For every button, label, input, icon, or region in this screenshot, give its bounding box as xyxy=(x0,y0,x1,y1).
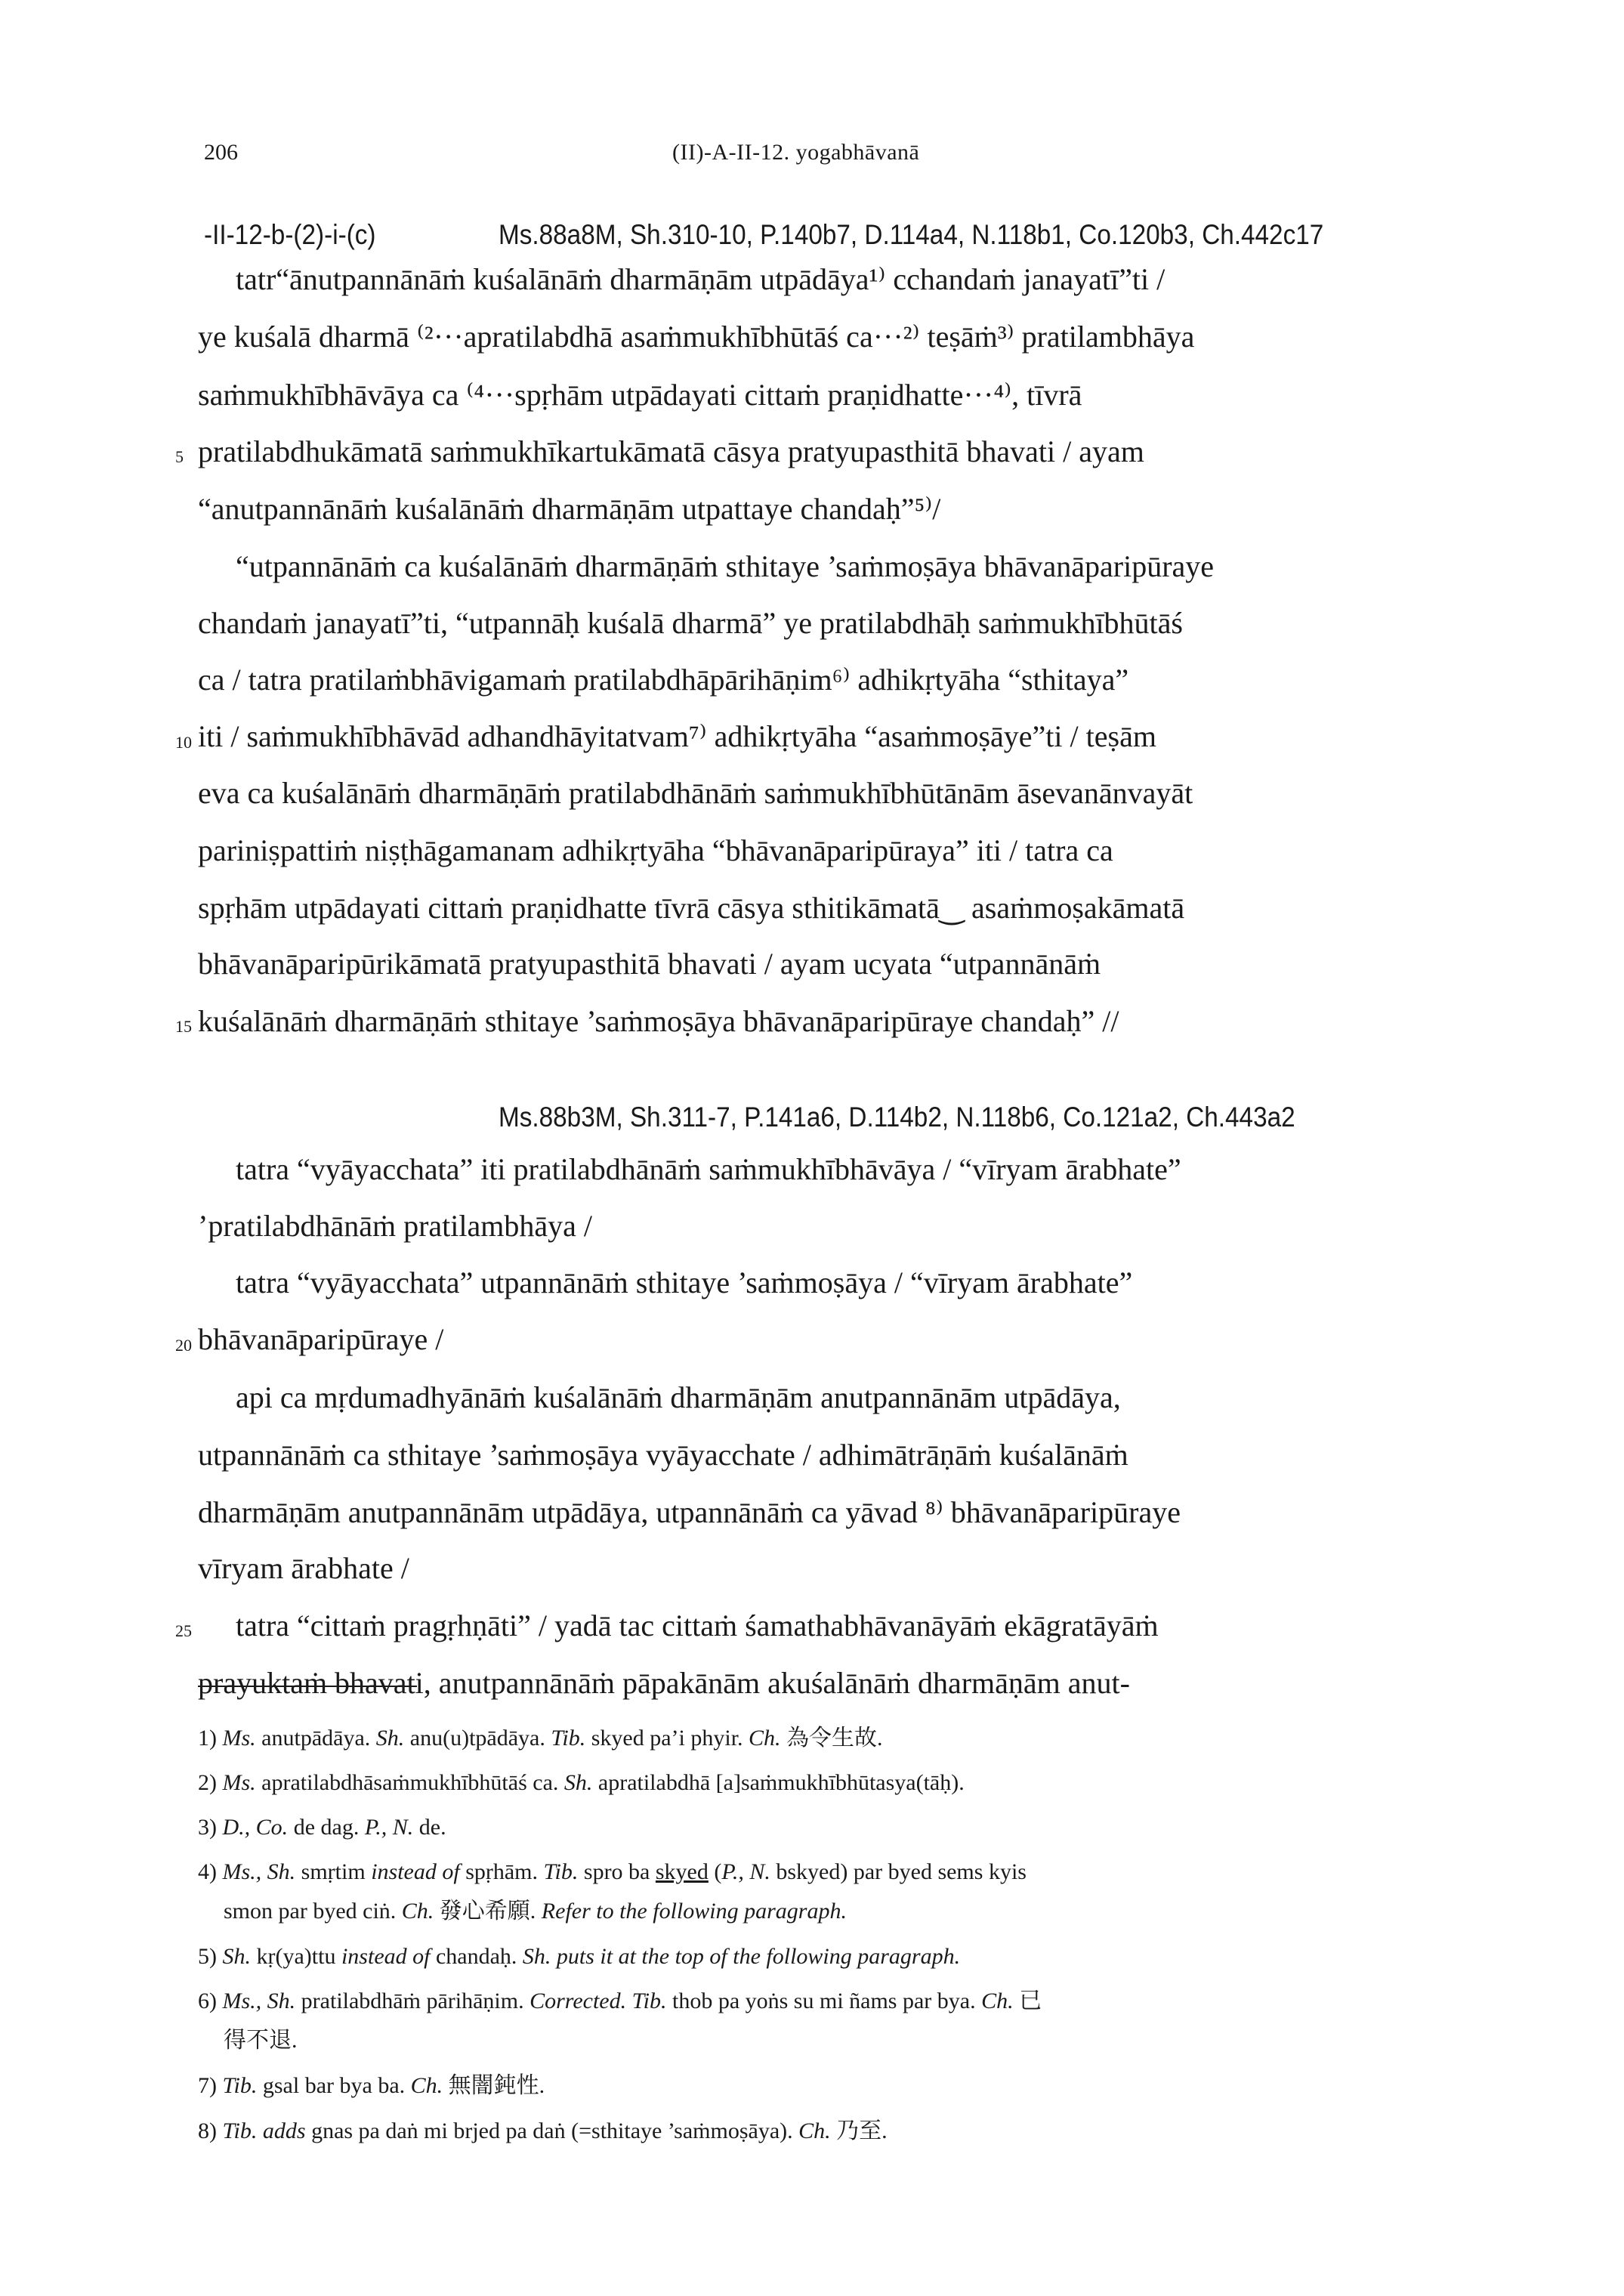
text-line: “utpannānāṁ ca kuśalānāṁ dharmāṇāṁ sthitaye ’saṁmoṣāya bhāvanāparipūraye xyxy=(236,549,1215,583)
page-header xyxy=(204,140,1443,178)
text-line: pariniṣpattiṁ niṣṭhāgamanam adhikṛtyāha “bhāvanāparipūraya” iti / tatra ca xyxy=(198,833,1113,867)
manuscript-reference: Ms.88b3M, Sh.311-7, P.141a6, D.114b2, N.118b6, Co.121a2, Ch.443a2 xyxy=(499,1102,1295,1133)
footnote-1: 1) Ms. anutpādāya. Sh. anu(u)tpādāya. Tib. skyed pa’i phyir. Ch. 為令生故. xyxy=(198,1726,883,1751)
line-number: 25 xyxy=(175,1621,192,1640)
footnote-4-continued: smon par byed ciṅ. Ch. 發心希願. Refer to the following paragraph. xyxy=(224,1899,847,1924)
manuscript-reference: Ms.88a8M, Sh.310-10, P.140b7, D.114a4, N.118b1, Co.120b3, Ch.442c17 xyxy=(499,219,1324,250)
text-line: pratilabdhukāmatā saṁmukhīkartukāmatā cāsya pratyupasthitā bhavati / ayam xyxy=(198,434,1144,468)
footnote-3: 3) D., Co. de dag. P., N. de. xyxy=(198,1815,446,1840)
footnote-2: 2) Ms. apratilabdhāsaṁmukhībhūtāś ca. Sh. apratilabdhā [a]saṁmukhībhūtasya(tāḥ). xyxy=(198,1770,965,1795)
footnote-rule xyxy=(198,1686,417,1687)
page-number: 206 xyxy=(204,140,238,165)
line-number: 5 xyxy=(175,447,184,466)
footnote-5: 5) Sh. kṛ(ya)ttu instead of chandaḥ. Sh. puts it at the top of the following paragraph. xyxy=(198,1944,961,1969)
text-line: tatra “vyāyacchata” iti pratilabdhānāṁ saṁmukhībhāvāya / “vīryam ārabhate” xyxy=(236,1152,1181,1186)
text-line: iti / saṁmukhībhāvād adhandhāyitatvam⁷⁾ adhikṛtyāha “asaṁmoṣāye”ti / teṣām xyxy=(198,719,1156,753)
text-line: bhāvanāparipūraye / xyxy=(198,1322,444,1356)
text-line: vīryam ārabhate / xyxy=(198,1551,409,1585)
footnote-7: 7) Tib. gsal bar bya ba. Ch. 無闇鈍性. xyxy=(198,2073,545,2098)
text-line: bhāvanāparipūrikāmatā pratyupasthitā bhavati / ayam ucyata “utpannānāṁ xyxy=(198,947,1101,981)
text-line: ca / tatra pratilaṁbhāvigamaṁ pratilabdhāpārihāṇim⁶⁾ adhikṛtyāha “sthitaya” xyxy=(198,663,1129,697)
text-line: ’pratilabdhānāṁ pratilambhāya / xyxy=(198,1209,593,1243)
text-line: ye kuśalā dharmā ⁽²···apratilabdhā asaṁmukhībhūtāś ca···²⁾ teṣāṁ³⁾ pratilambhāya xyxy=(198,320,1195,354)
footnote-6: 6) Ms., Sh. pratilabdhāṁ pārihāṇim. Corrected. Tib. thob pa yoṅs su mi ñams par bya. Ch. 已 xyxy=(198,1989,1042,2013)
text-line: utpannānāṁ ca sthitaye ’saṁmoṣāya vyāyacchate / adhimātrāṇāṁ kuśalānāṁ xyxy=(198,1438,1128,1472)
text-line: saṁmukhībhāvāya ca ⁽⁴···spṛhām utpādayati cittaṁ praṇidhatte···⁴⁾, tīvrā xyxy=(198,378,1082,412)
footnote-8: 8) Tib. adds gnas pa daṅ mi brjed pa daṅ (=sthitaye ’saṁmoṣāya). Ch. 乃至. xyxy=(198,2118,888,2143)
text-line: api ca mṛdumadhyānāṁ kuśalānāṁ dharmāṇām anutpannānām utpādāya, xyxy=(236,1380,1121,1414)
footnote-6-continued: 得不退. xyxy=(224,2028,298,2053)
line-number: 20 xyxy=(175,1336,192,1355)
footnote-4: 4) Ms., Sh. smṛtim instead of spṛhām. Tib. spro ba skyed (P., N. bskyed) par byed sems kyis xyxy=(198,1859,1027,1884)
text-line: “anutpannānāṁ kuśalānāṁ dharmāṇām utpattaye chandaḥ”⁵⁾/ xyxy=(198,492,941,526)
text-line: chandaṁ janayatī”ti, “utpannāḥ kuśalā dharmā” ye pratilabdhāḥ saṁmukhībhūtāś xyxy=(198,606,1183,640)
line-number: 15 xyxy=(175,1017,192,1036)
line-number: 10 xyxy=(175,733,192,752)
text-line: tatra “cittaṁ pragṛhṇāti” / yadā tac cittaṁ śamathabhāvanāyāṁ ekāgratāyāṁ xyxy=(236,1608,1159,1642)
running-title: (II)-A-II-12. yogabhāvanā xyxy=(672,140,920,165)
section-label: -II-12-b-(2)-i-(c) xyxy=(204,219,376,250)
text-line: eva ca kuśalānāṁ dharmāṇāṁ pratilabdhānāṁ saṁmukhībhūtānām āsevanānvayāt xyxy=(198,776,1193,810)
text-line: prayuktaṁ bhavati, anutpannānāṁ pāpakānām akuśalānāṁ dharmāṇām anut- xyxy=(198,1666,1130,1700)
text-line: tatra “vyāyacchata” utpannānāṁ sthitaye ’saṁmoṣāya / “vīryam ārabhate” xyxy=(236,1265,1133,1299)
text-line: dharmāṇām anutpannānām utpādāya, utpannānāṁ ca yāvad ⁸⁾ bhāvanāparipūraye xyxy=(198,1495,1181,1529)
text-line: spṛhām utpādayati cittaṁ praṇidhatte tīvrā cāsya sthitikāmatā‿ asaṁmoṣakāmatā xyxy=(198,891,1185,925)
text-line: tatr“ānutpannānāṁ kuśalānāṁ dharmāṇām utpādāya¹⁾ cchandaṁ janayatī”ti / xyxy=(236,262,1166,296)
text-line: kuśalānāṁ dharmāṇāṁ sthitaye ’saṁmoṣāya bhāvanāparipūraye chandaḥ” // xyxy=(198,1004,1119,1038)
